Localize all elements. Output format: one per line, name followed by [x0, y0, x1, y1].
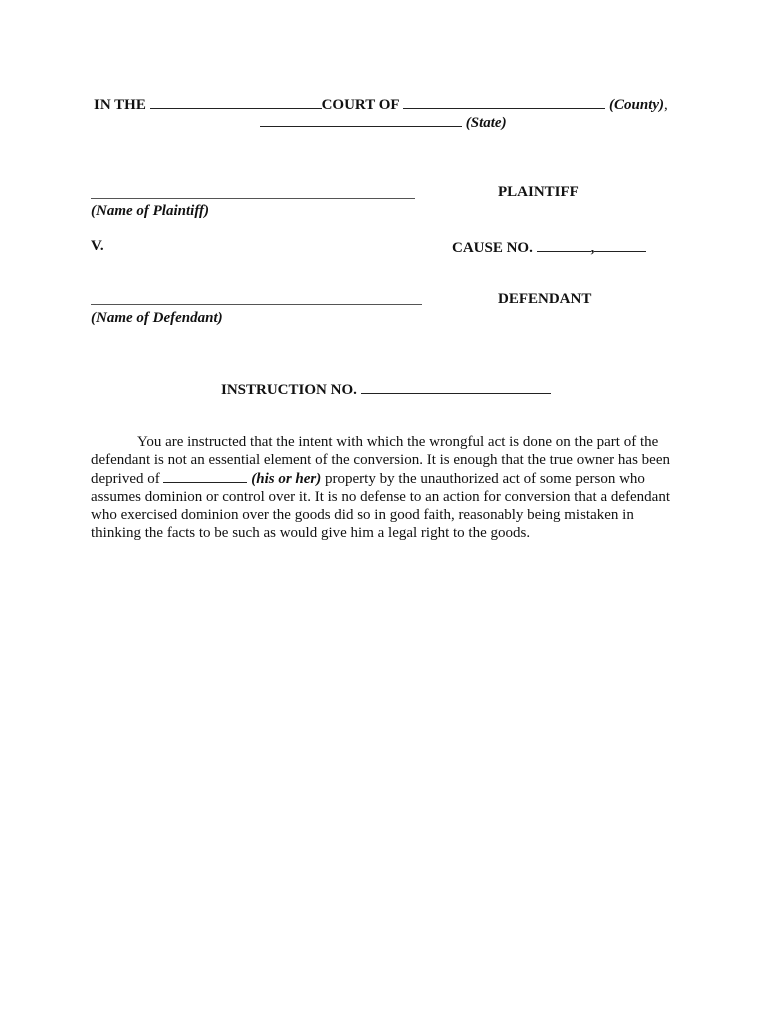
- cause-no-separator: ,: [590, 240, 595, 256]
- cause-no-label: CAUSE NO.: [452, 240, 533, 256]
- cause-no-blank-2[interactable]: [594, 238, 646, 252]
- paragraph-line: defendant is not an essential element of the conversion. It is enough that the true owner has been: [91, 452, 670, 468]
- state-caption-line: [260, 113, 507, 132]
- pronoun-hint: (his or her): [251, 471, 322, 487]
- county-blank[interactable]: [403, 95, 605, 109]
- versus-label: V.: [91, 238, 104, 254]
- cause-number-line: [452, 238, 646, 257]
- owner-blank[interactable]: [163, 469, 247, 483]
- instruction-paragraph: [91, 433, 691, 542]
- state-label: (State): [465, 115, 507, 131]
- paragraph-line: thinking the facts to be such as would give him a legal right to the goods.: [91, 525, 531, 541]
- in-the-label: IN THE: [94, 97, 146, 113]
- instruction-no-label: INSTRUCTION NO.: [221, 382, 357, 398]
- court-name-blank[interactable]: [150, 95, 322, 109]
- defendant-label: DEFENDANT: [498, 291, 592, 307]
- instruction-no-blank[interactable]: [361, 380, 551, 394]
- state-blank[interactable]: [260, 113, 462, 127]
- county-trailing-comma: ,: [664, 97, 668, 113]
- court-of-label: COURT OF: [321, 97, 400, 113]
- defendant-name-line[interactable]: [91, 304, 422, 305]
- paragraph-line: You are instructed that the intent with which the wrongful act is done on the part of the: [137, 434, 659, 450]
- deprived-of-text: deprived of: [91, 471, 160, 487]
- cause-no-blank-1[interactable]: [537, 238, 591, 252]
- plaintiff-label: PLAINTIFF: [498, 184, 579, 200]
- plaintiff-name-line[interactable]: [91, 198, 415, 199]
- court-caption-line: [94, 95, 668, 114]
- paragraph-line: [91, 469, 691, 488]
- defendant-name-hint: (Name of Defendant): [91, 310, 223, 326]
- paragraph-line: who exercised dominion over the goods did so in good faith, reasonably being mistaken in: [91, 507, 634, 523]
- plaintiff-name-hint: (Name of Plaintiff): [91, 203, 210, 219]
- property-text: property by the unauthorized act of some person who: [325, 471, 645, 487]
- paragraph-line: assumes dominion or control over it. It is no defense to an action for conversion that a defendant: [91, 489, 671, 505]
- instruction-number-line: [221, 380, 551, 399]
- county-label: (County): [609, 97, 665, 113]
